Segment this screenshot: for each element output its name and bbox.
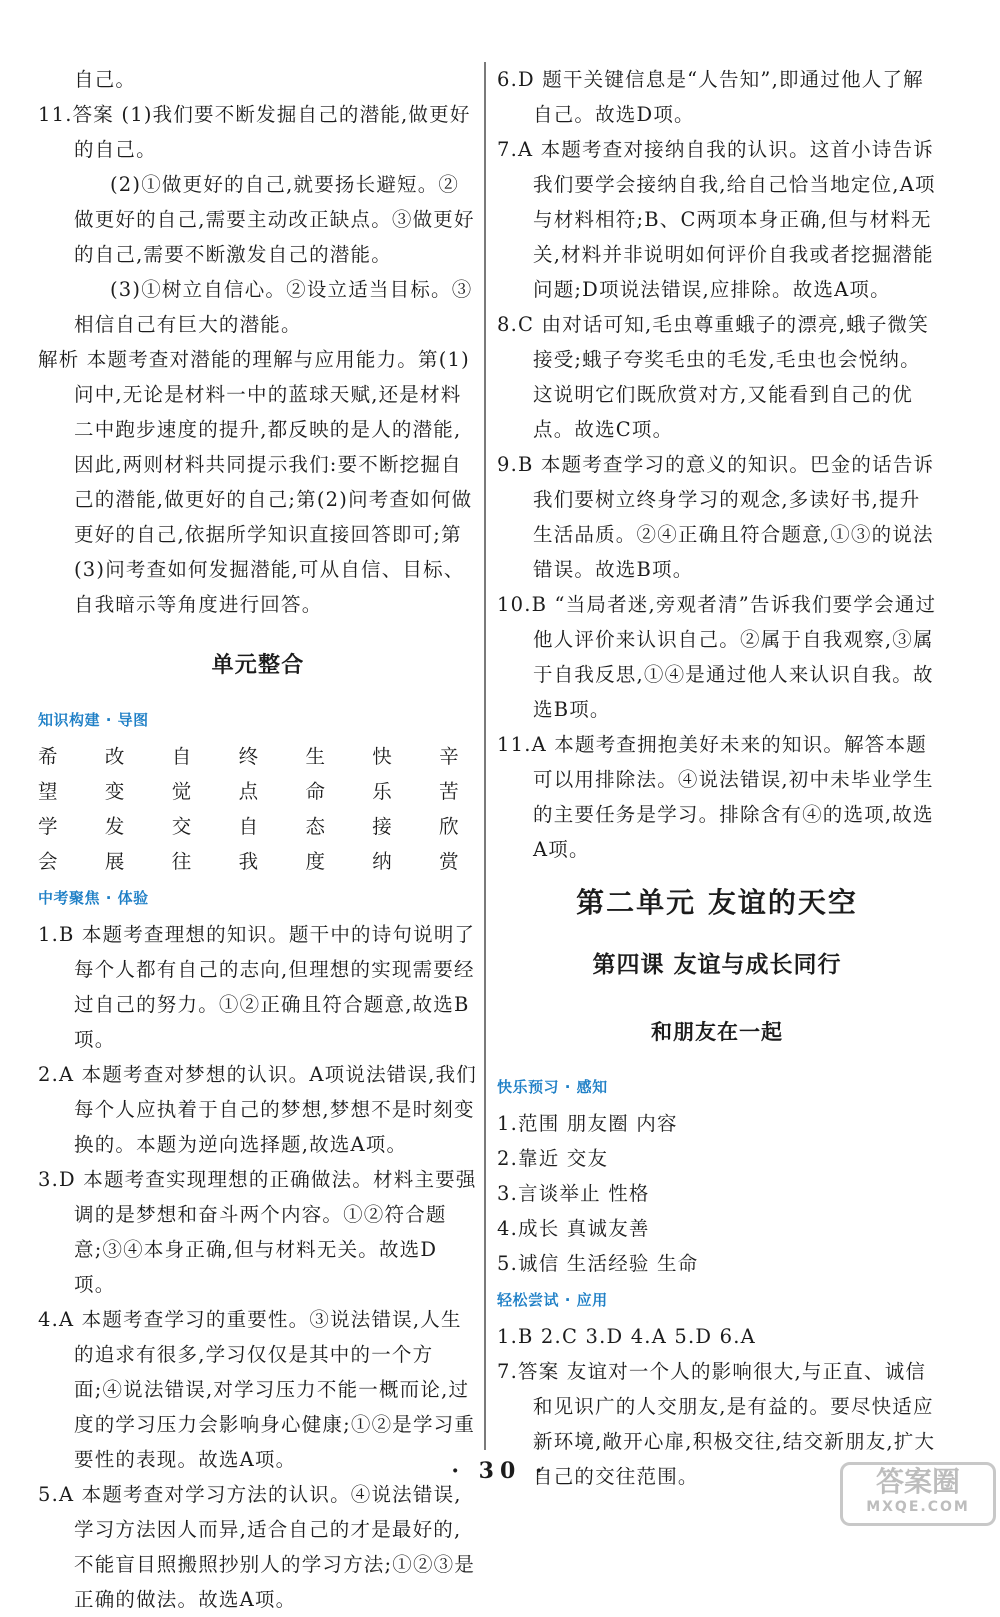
watermark-logo <box>840 1462 996 1526</box>
answer-6: 6.D 题干关键信息是“人告知”,即通过他人了解自己。故选D项。 <box>497 68 924 126</box>
keyword-row-1 <box>38 739 478 809</box>
preview-4: 4.成长 真诚友善 <box>497 1217 650 1240</box>
keyword: 终点 <box>238 745 260 803</box>
unit-two-title: 第二单元 友谊的天空 <box>576 886 858 919</box>
watermark-text: 答案圈 <box>875 1465 960 1498</box>
keyword: 学会 <box>38 815 59 873</box>
keyword-row-2 <box>38 809 478 879</box>
preview-3: 3.言谈举止 性格 <box>497 1182 650 1205</box>
keyword: 自我 <box>238 815 260 873</box>
answer-11-part2: (2)①做更好的自己,就要扬长避短。②做更好的自己,需要主动改正缺点。③做更好的自己,需要不断激发自己的潜能。 <box>74 173 475 266</box>
section-heading-practice: 轻松尝试 · 应用 <box>497 1291 608 1309</box>
preview-2: 2.靠近 交友 <box>497 1147 609 1170</box>
lesson-four-title: 第四课 友谊与成长同行 <box>592 952 842 978</box>
keyword: 交往 <box>171 815 193 873</box>
right-column <box>497 62 937 1494</box>
keyword: 接纳 <box>372 815 393 873</box>
section-heading-preview: 快乐预习 · 感知 <box>497 1078 608 1096</box>
analysis-11: 解析 本题考查对潜能的理解与应用能力。第(1)问中,无论是材料一中的蓝球天赋,还是材料二中跑步速度的提升,都反映的是人的潜能,因此,两则材料共同提示我们:要不断挖掘自己的潜能,做更好的自己;第(2)问考查如何做更好的自己,依据所学知识直接回答即可;第(3)问考查如何发掘潜能,可从自信、目标、自我暗示等角度进行回答。 <box>38 348 473 616</box>
answer-5: 5.A 本题考查对学习方法的认识。④说法错误,学习方法因人而异,适合自己的才是最好的,不能盲目照搬照抄别人的学习方法;①②③是正确的做法。故选A项。 <box>38 1483 476 1611</box>
answer-3: 3.D 本题考查实现理想的正确做法。材料主要强调的是梦想和奋斗两个内容。①②符合题意;③④本身正确,但与材料无关。故选D项。 <box>38 1168 477 1296</box>
keyword: 自觉 <box>171 745 193 803</box>
preview-5: 5.诚信 生活经验 生命 <box>497 1252 699 1275</box>
keyword: 发展 <box>104 815 126 873</box>
keyword: 快乐 <box>372 745 393 803</box>
keyword: 态度 <box>305 815 327 873</box>
preview-1: 1.范围 朋友圈 内容 <box>497 1112 678 1135</box>
answer-7: 7.A 本题考查对接纳自我的认识。这首小诗告诉我们要学会接纳自我,给自己恰当地定位,A项与材料相符;B、C两项本身正确,但与材料无关,材料并非说明如何评价自我或者挖掘潜能问题;D项说法错误,应排除。故选A项。 <box>497 138 936 301</box>
page-number: · 30 · <box>451 1458 549 1484</box>
text-line: 自己。 <box>74 68 137 91</box>
unit-summary-title: 单元整合 <box>211 653 305 678</box>
answer-10: 10.B “当局者迷,旁观者清”告诉我们要学会通过他人评价来认识自己。②属于自我观察,③属于自我反思,①④是通过他人来认识自我。故选B项。 <box>497 593 937 721</box>
column-divider <box>484 62 486 1450</box>
keyword: 改变 <box>104 745 126 803</box>
answer-8: 8.C 由对话可知,毛虫尊重蛾子的漂亮,蛾子微笑接受;蛾子夸奖毛虫的毛发,毛虫也会悦纳。这说明它们既欣赏对方,又能看到自己的优点。故选C项。 <box>497 313 929 441</box>
answer-11-part3: (3)①树立自信心。②设立适当目标。③相信自己有巨大的潜能。 <box>74 278 473 336</box>
practice-answers: 1.B 2.C 3.D 4.A 5.D 6.A <box>497 1325 756 1348</box>
keyword: 生命 <box>305 745 327 803</box>
answer-1: 1.B 本题考查理想的知识。题干中的诗句说明了每个人都有自己的志向,但理想的实现需要经过自己的努力。①②正确且符合题意,故选B项。 <box>38 923 476 1051</box>
keyword: 希望 <box>38 745 59 803</box>
section-heading-knowledge: 知识构建 · 导图 <box>38 711 149 729</box>
answer-2: 2.A 本题考查对梦想的认识。A项说法错误,我们每个人应执着于自己的梦想,梦想不是时刻变换的。本题为逆向选择题,故选A项。 <box>38 1063 477 1156</box>
keyword: 欣赏 <box>439 815 460 873</box>
answer-9: 9.B 本题考查学习的意义的知识。巴金的话告诉我们要树立终身学习的观念,多读好书,提升生活品质。②④正确且符合题意,①③的说法错误。故选B项。 <box>497 453 935 581</box>
practice-answer-7: 7.答案 友谊对一个人的影响很大,与正直、诚信和见识广的人交朋友,是有益的。要尽快适应新环境,敞开心扉,积极交往,结交新朋友,扩大自己的交往范围。 <box>497 1360 936 1488</box>
topic-title: 和朋友在一起 <box>651 1020 783 1044</box>
watermark-url: MXQE.COM <box>866 1499 970 1515</box>
section-heading-exam: 中考聚焦 · 体验 <box>38 889 149 907</box>
answer-11: 11.答案 (1)我们要不断发掘自己的潜能,做更好的自己。 <box>38 103 471 161</box>
left-column <box>38 62 478 1617</box>
keyword: 辛苦 <box>439 745 460 803</box>
answer-11-right: 11.A 本题考查拥抱美好未来的知识。解答本题可以用排除法。④说法错误,初中未毕业学生的主要任务是学习。排除含有④的选项,故选A项。 <box>497 733 934 861</box>
answer-4: 4.A 本题考查学习的重要性。③说法错误,人生的追求有很多,学习仅仅是其中的一个方面;④说法错误,对学习压力不能一概而论,过度的学习压力会影响身心健康;①②是学习重要性的表现。故选A项。 <box>38 1308 476 1471</box>
